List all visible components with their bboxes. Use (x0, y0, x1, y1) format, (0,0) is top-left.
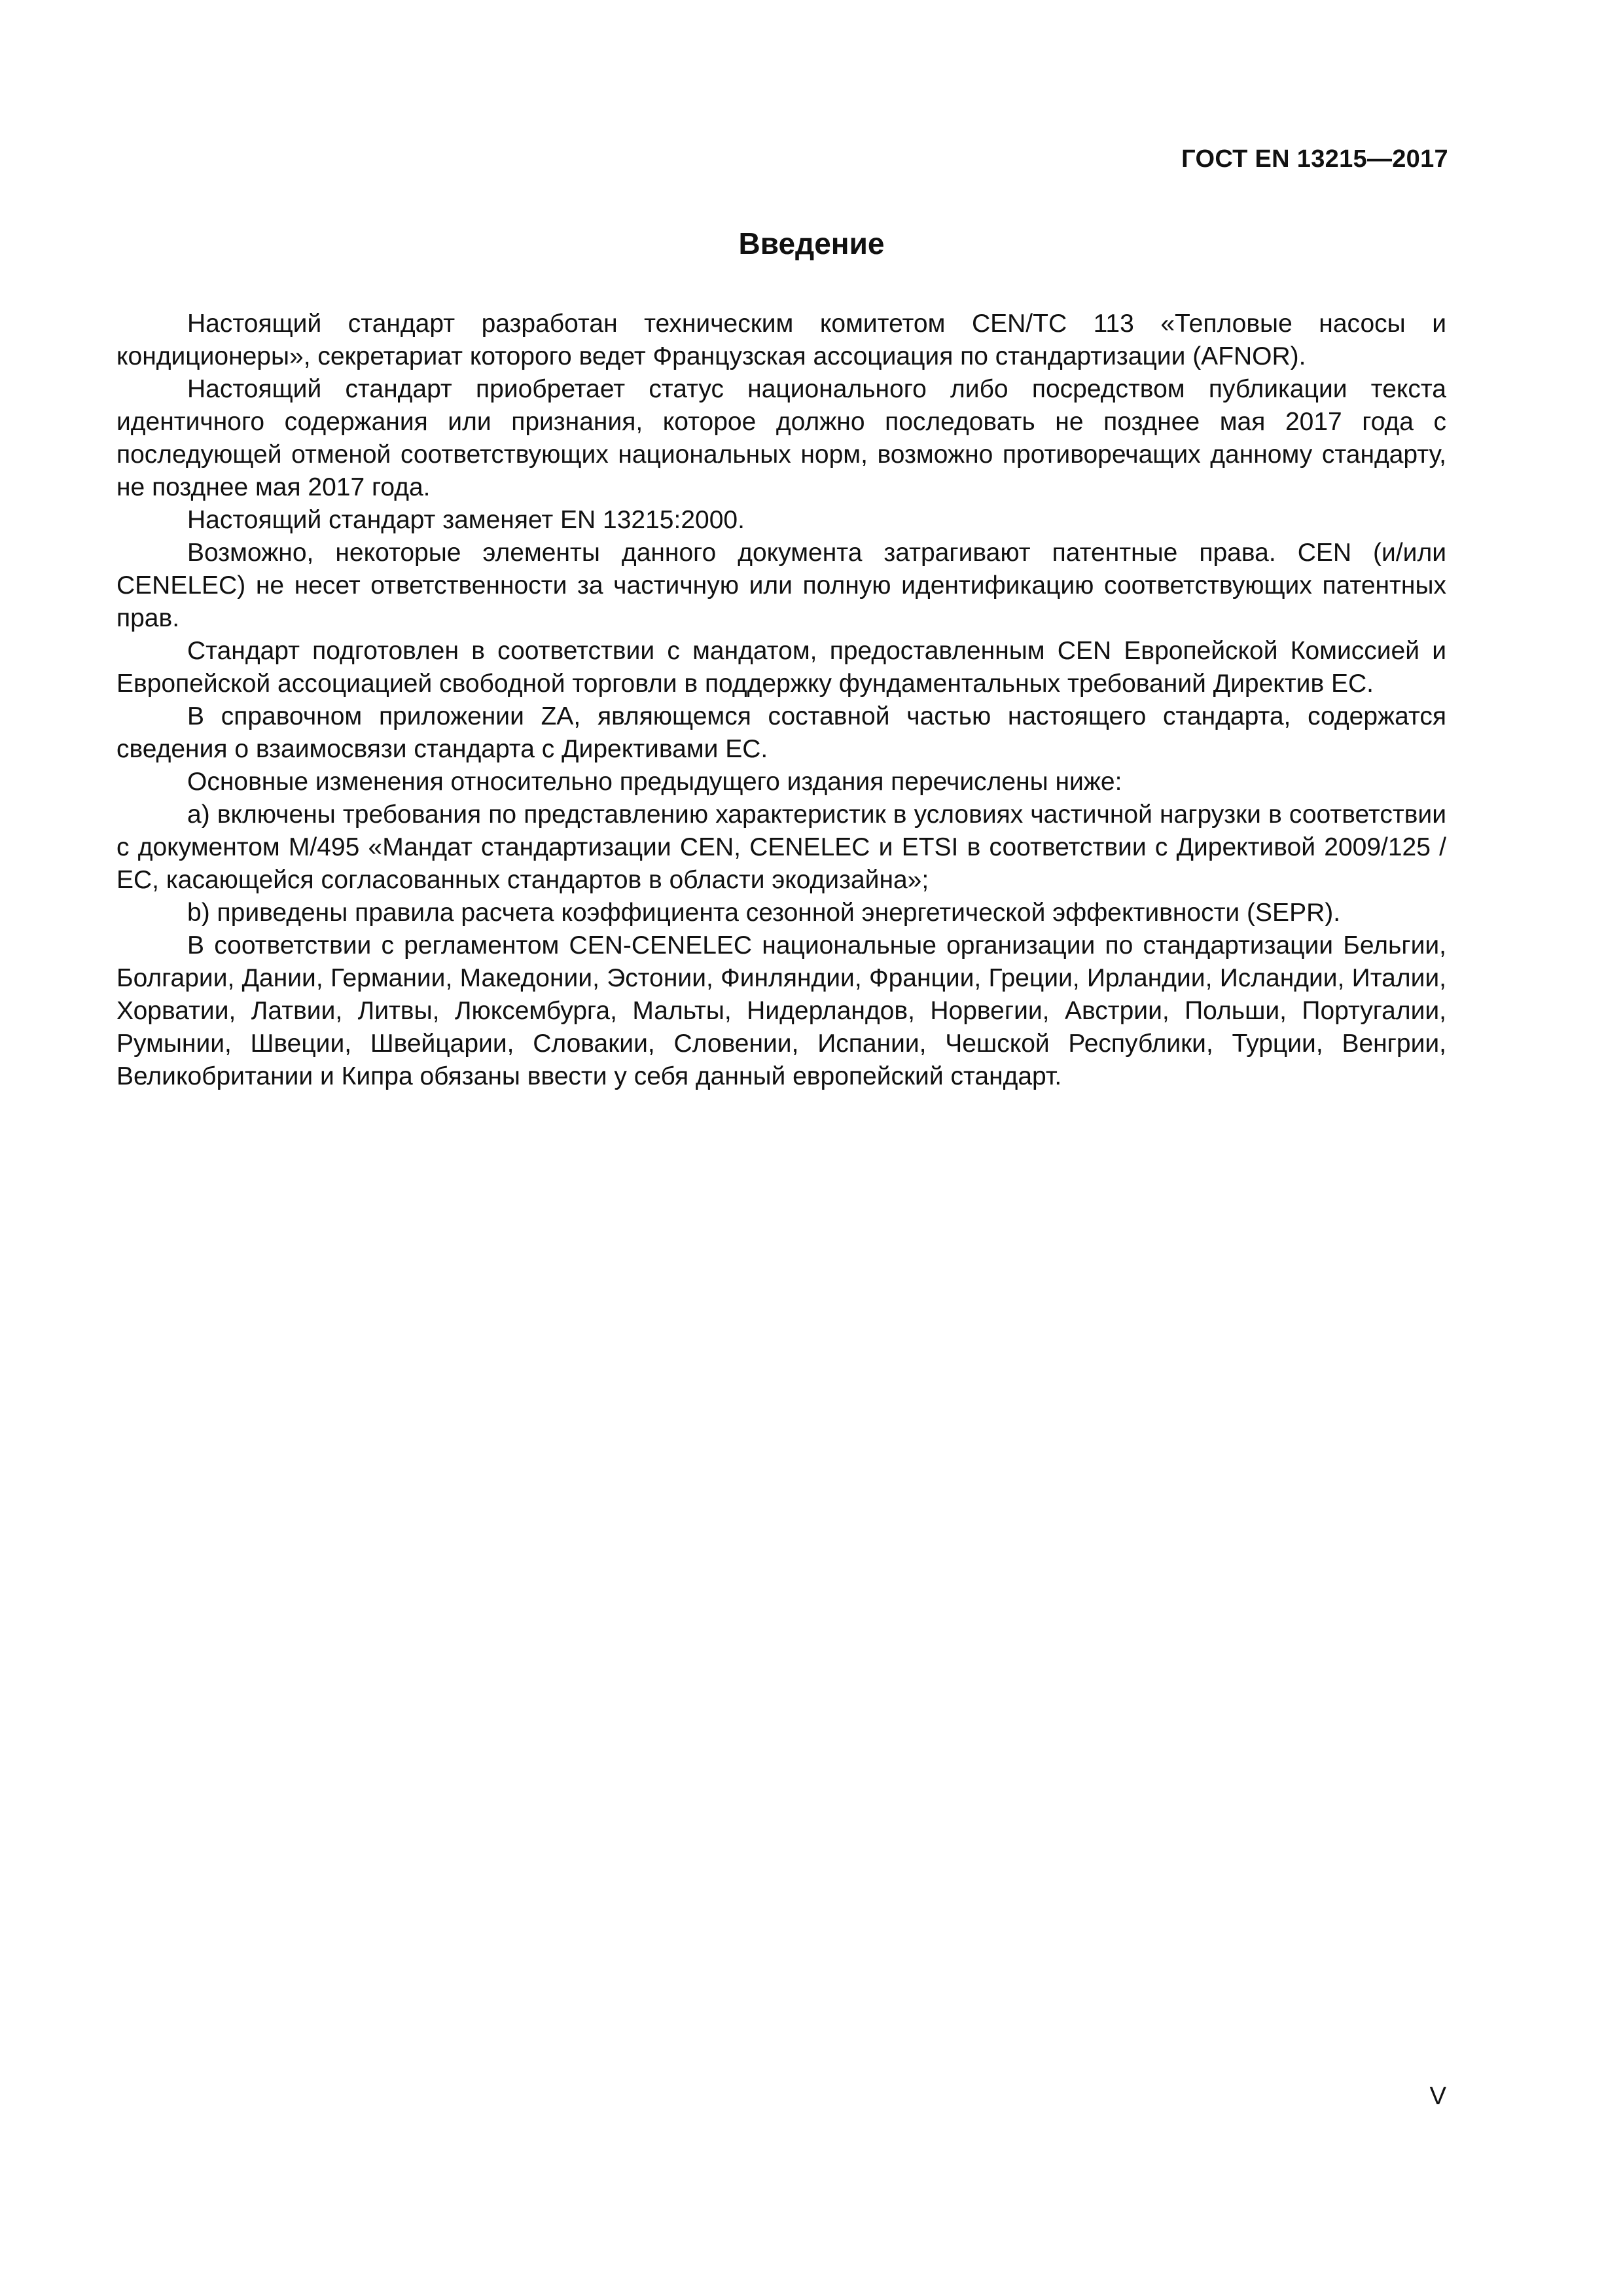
list-item: b) приведены правила расчета коэффициента сезонной энергетической эффективности (SEPR). (187, 899, 1341, 927)
paragraph: Основные изменения относительно предыдущего издания перечислены ниже: (187, 768, 1122, 796)
document-body (116, 308, 1446, 1093)
paragraph: Настоящий стандарт разработан техническим комитетом CEN/TC 113 «Тепловые насосы и кондиционеры», секретариат которого ведет Французская ассоциация по стандартизации (AFNOR). (116, 310, 1446, 370)
paragraph: Стандарт подготовлен в соответствии с мандатом, предоставленным CEN Европейской Комиссией и Европейской ассоциацией свободной торговли в поддержку фундаментальных требований Директив ЕС. (116, 637, 1446, 698)
document-header: ГОСТ EN 13215—2017 (1181, 145, 1448, 173)
paragraph: Настоящий стандарт приобретает статус национального либо посредством публикации текста идентичного содержания или признания, которое должно последовать не позднее мая 2017 года с последующей отменой соответствующих национальных норм, возможно противоречащих данному стандарту, не позднее мая 2017 года. (116, 375, 1446, 501)
list-item: a) включены требования по представлению характеристик в условиях частичной нагрузки в соответствии с документом M/495 «Мандат стандартизации CEN, CENELEC и ETSI в соответствии с Директивой 2009/125 / EC, касающейся согласованных стандартов в области экодизайна»; (116, 800, 1446, 894)
section-title: Введение (738, 226, 885, 260)
paragraph: Настоящий стандарт заменяет EN 13215:2000. (187, 506, 745, 534)
page-number: V (1429, 2083, 1446, 2110)
paragraph: В справочном приложении ZA, являющемся составной частью настоящего стандарта, содержатся сведения о взаимосвязи стандарта с Директивами ЕС. (116, 702, 1446, 763)
paragraph: В соответствии с регламентом CEN-CENELEC национальные организации по стандартизации Бельгии, Болгарии, Дании, Германии, Македонии, Эстонии, Финляндии, Франции, Греции, Ирландии, Исландии, Италии, Хорватии, Латвии, Литвы, Люксембурга, Мальты, Нидерландов, Норвегии, Австрии, Польши, Португалии, Румынии, Швеции, Швейцарии, Словакии, Словении, Испании, Чешской Республики, Турции, Венгрии, Великобритании и Кипра обязаны ввести у себя данный европейский стандарт. (116, 931, 1446, 1090)
paragraph: Возможно, некоторые элементы данного документа затрагивают патентные права. CEN (и/или CENELEC) не несет ответственности за частичную или полную идентификацию соответствующих патентных прав. (116, 539, 1446, 632)
